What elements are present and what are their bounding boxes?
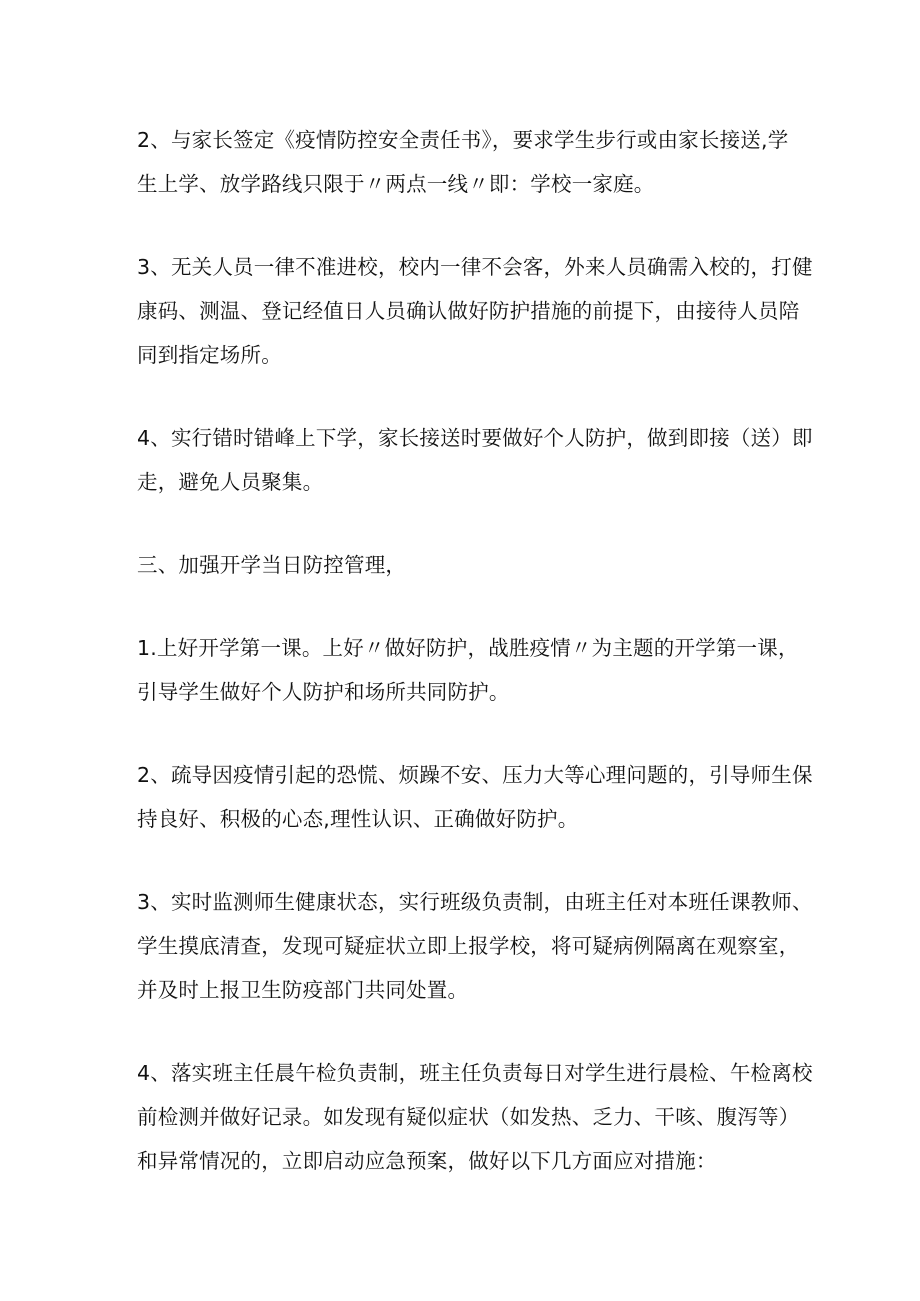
paragraph-1 [137,118,797,206]
text-line: 4、落实班主任晨午检负责制，班主任负责每日对学生进行晨检、午检离校 [137,1061,813,1085]
paragraph-2 [137,245,813,377]
section-heading [137,543,797,587]
text-line: 前检测并做好记录。如发现有疑似症状（如发热、乏力、干咳、腹泻等） [137,1105,800,1129]
document-body [137,118,813,1222]
text-line: 2、疏导因疫情引起的恐慌、烦躁不安、压力大等心理问题的，引导师生保 [137,763,813,787]
text-line: 3、无关人员一律不准进校，校内一律不会客，外来人员确需入校的，打健 [137,255,813,279]
text-line: 4、实行错时错峰上下学，家长接送时要做好个人防护，做到即接（送）即 [137,426,813,450]
text-line: 走，避免人员聚集。 [137,470,324,494]
text-line: 3、实时监测师生健康状态，实行班级负责制，由班主任对本班任课教师、 [137,890,813,914]
text-line: 学生摸底清查，发现可疑症状立即上报学校，将可疑病例隔离在观察室， [137,934,800,958]
text-line: 1.上好开学第一课。上好〃做好防护，战胜疫情〃为主题的开学第一课， [137,636,799,660]
text-line: 引导学生做好个人防护和场所共同防护。 [137,680,510,704]
paragraph-8 [137,1051,813,1183]
text-line: 并及时上报卫生防疫部门共同处置。 [137,978,469,1002]
paragraph-6 [137,753,813,841]
paragraph-3 [137,416,813,504]
text-line: 和异常情况的，立即启动应急预案，做好以下几方面应对措施： [137,1149,717,1173]
paragraph-5 [137,626,797,714]
paragraph-7 [137,880,813,1012]
text-line: 2、与家长签定《疫情防控安全责任书》，要求学生步行或由家长接送,学 [137,128,789,152]
heading-line: 三、加强开学当日防控管理， [137,553,407,577]
text-line: 持良好、积极的心态,理性认识、正确做好防护。 [137,807,579,831]
text-line: 康码、测温、登记经值日人员确认做好防护措施的前提下，由接待人员陪 [137,299,800,323]
text-line: 生上学、放学路线只限于〃两点一线〃即：学校一家庭。 [137,172,655,196]
text-line: 同到指定场所。 [137,343,282,367]
